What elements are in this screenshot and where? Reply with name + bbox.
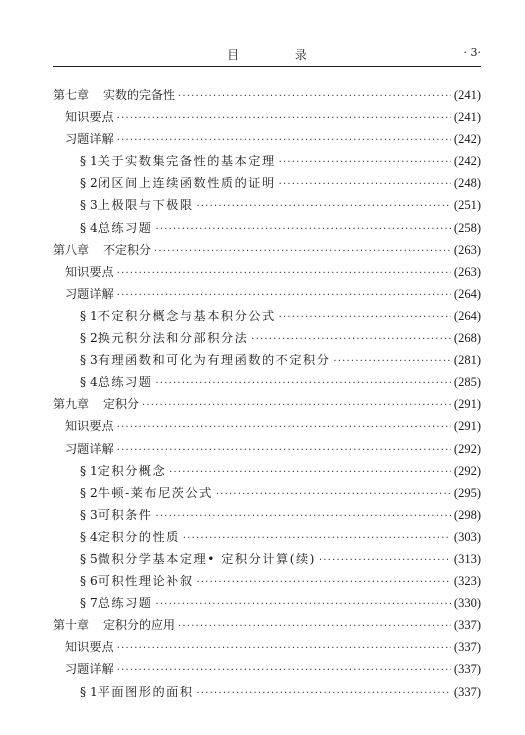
dot-leader <box>117 660 451 682</box>
toc-subsection-entry[interactable] <box>53 194 481 216</box>
toc-subsection-entry[interactable] <box>53 172 481 194</box>
toc-entry-page: (281) <box>453 353 481 368</box>
toc-entry-number: § 1 <box>80 684 98 699</box>
toc-entry-number: 第十章 <box>53 618 90 633</box>
table-of-contents <box>53 84 481 703</box>
toc-entry-number: § 3 <box>80 507 98 522</box>
toc-entry-title: 不定积分 <box>103 242 152 257</box>
dot-leader <box>251 329 451 351</box>
toc-section-entry[interactable] <box>53 283 481 305</box>
toc-entry-number: 第九章 <box>53 397 90 412</box>
dot-leader <box>155 506 450 528</box>
dot-leader <box>197 572 451 594</box>
toc-subsection-entry[interactable] <box>53 482 481 504</box>
toc-subsection-entry[interactable] <box>53 305 481 327</box>
toc-entry-number: § 2 <box>80 176 98 191</box>
toc-entry-title: 闭区间上连续函数性质的证明 <box>97 176 276 191</box>
toc-entry-title: 换元积分法和分部积分法 <box>97 331 249 346</box>
toc-entry-page: (323) <box>453 574 481 589</box>
toc-subsection-entry[interactable] <box>53 681 481 703</box>
toc-entry-page: (251) <box>453 198 481 213</box>
toc-subsection-entry[interactable] <box>53 349 481 371</box>
dot-leader <box>117 108 451 130</box>
toc-chapter-entry[interactable] <box>53 239 481 261</box>
toc-entry-title: 可积性理论补叙 <box>97 574 194 589</box>
toc-entry-number: § 4 <box>80 529 98 544</box>
toc-entry-page: (303) <box>453 529 481 544</box>
dot-leader <box>183 528 451 550</box>
dot-leader <box>178 86 451 108</box>
toc-chapter-entry[interactable] <box>53 614 481 636</box>
toc-entry-page: (330) <box>453 596 481 611</box>
toc-entry-page: (298) <box>453 507 481 522</box>
toc-subsection-entry[interactable] <box>53 217 481 239</box>
toc-subsection-entry[interactable] <box>53 526 481 548</box>
toc-entry-page: (313) <box>453 551 481 566</box>
toc-entry-page: (337) <box>453 618 481 633</box>
dot-leader <box>117 440 451 462</box>
dot-leader <box>117 638 451 660</box>
toc-entry-title: 总练习题 <box>97 220 153 235</box>
toc-entry-title: 知识要点 <box>65 264 114 279</box>
toc-entry-title: 总练习题 <box>97 596 153 611</box>
toc-entry-title: 定积分的应用 <box>103 618 176 633</box>
toc-chapter-entry[interactable] <box>53 393 481 415</box>
toc-entry-page: (291) <box>453 397 481 412</box>
toc-entry-number: 第七章 <box>53 88 90 102</box>
toc-section-entry[interactable] <box>53 261 481 283</box>
toc-section-entry[interactable] <box>53 658 481 680</box>
toc-entry-number: § 4 <box>80 375 98 390</box>
toc-entry-title: 牛顿-莱布尼茨公式 <box>97 485 213 500</box>
toc-entry-page: (263) <box>453 242 481 257</box>
toc-entry-number: § 1 <box>80 463 98 478</box>
toc-entry-title: 知识要点 <box>65 110 114 125</box>
toc-entry-title: 可积条件 <box>97 507 153 522</box>
toc-subsection-entry[interactable] <box>53 570 481 592</box>
toc-entry-number: § 6 <box>80 574 98 589</box>
dot-leader <box>197 196 451 218</box>
toc-entry-title: 定积分概念 <box>97 463 167 478</box>
dot-leader <box>279 307 451 329</box>
toc-entry-page: (337) <box>453 662 481 677</box>
toc-entry-title: 习题详解 <box>65 441 114 456</box>
toc-entry-page: (292) <box>453 441 481 456</box>
toc-entry-title: 微积分学基本定理• 定积分计算(续) <box>97 551 316 566</box>
toc-entry-title: 知识要点 <box>65 640 114 655</box>
toc-entry-page: (291) <box>453 419 481 434</box>
toc-entry-page: (242) <box>453 132 481 147</box>
dot-leader <box>154 241 451 263</box>
toc-entry-title: 总练习题 <box>97 375 153 390</box>
toc-entry-number: § 4 <box>80 220 98 235</box>
toc-entry-number: § 1 <box>80 154 98 169</box>
header-title: 目 录 <box>227 48 333 62</box>
toc-chapter-entry[interactable] <box>53 84 481 106</box>
dot-leader <box>169 462 451 484</box>
toc-entry-page: (264) <box>453 308 481 323</box>
toc-entry-page: (248) <box>453 176 481 191</box>
dot-leader <box>117 130 451 152</box>
toc-subsection-entry[interactable] <box>53 327 481 349</box>
dot-leader <box>155 219 450 241</box>
toc-subsection-entry[interactable] <box>53 371 481 393</box>
dot-leader <box>197 683 451 705</box>
toc-entry-title: 实数的完备性 <box>103 88 176 102</box>
toc-entry-page: (258) <box>453 220 481 235</box>
toc-entry-number: § 2 <box>80 331 98 346</box>
toc-entry-page: (337) <box>453 684 481 699</box>
toc-entry-number: § 2 <box>80 485 98 500</box>
toc-section-entry[interactable] <box>53 415 481 437</box>
toc-entry-number: 第八章 <box>53 242 90 257</box>
toc-entry-title: 习题详解 <box>65 132 114 147</box>
toc-entry-number: § 7 <box>80 596 98 611</box>
dot-leader <box>216 484 451 506</box>
toc-entry-page: (337) <box>453 640 481 655</box>
toc-entry-page: (264) <box>453 286 481 301</box>
toc-entry-title: 定积分的性质 <box>97 529 180 544</box>
toc-entry-title: 习题详解 <box>65 286 114 301</box>
dot-leader <box>155 594 450 616</box>
toc-entry-page: (285) <box>453 375 481 390</box>
toc-entry-title: 平面图形的面积 <box>97 684 194 699</box>
toc-entry-title: 习题详解 <box>65 662 114 677</box>
dot-leader <box>117 263 451 285</box>
dot-leader <box>117 285 451 307</box>
toc-entry-number: § 1 <box>80 308 98 323</box>
toc-entry-title: 上极限与下极限 <box>97 198 194 213</box>
toc-subsection-entry[interactable] <box>53 548 481 570</box>
toc-subsection-entry[interactable] <box>53 504 481 526</box>
header-page-number: · 3· <box>463 46 481 59</box>
dot-leader <box>142 395 451 417</box>
toc-subsection-entry[interactable] <box>53 460 481 482</box>
toc-entry-page: (241) <box>453 110 481 125</box>
toc-section-entry[interactable] <box>53 636 481 658</box>
toc-entry-number: § 3 <box>80 353 98 368</box>
toc-entry-number: § 3 <box>80 198 98 213</box>
toc-section-entry[interactable] <box>53 106 481 128</box>
toc-section-entry[interactable] <box>53 438 481 460</box>
toc-entry-page: (268) <box>453 331 481 346</box>
toc-entry-number: § 5 <box>80 551 98 566</box>
toc-section-entry[interactable] <box>53 128 481 150</box>
dot-leader <box>178 616 451 638</box>
dot-leader <box>117 417 451 439</box>
dot-leader <box>279 174 451 196</box>
toc-entry-page: (263) <box>453 264 481 279</box>
dot-leader <box>155 373 450 395</box>
toc-entry-page: (292) <box>453 463 481 478</box>
toc-entry-title: 有理函数和可化为有理函数的不定积分 <box>97 353 331 368</box>
toc-entry-title: 关于实数集完备性的基本定理 <box>97 154 276 169</box>
toc-subsection-entry[interactable] <box>53 150 481 172</box>
dot-leader <box>333 351 451 373</box>
toc-subsection-entry[interactable] <box>53 592 481 614</box>
dot-leader <box>279 152 451 174</box>
toc-entry-page: (241) <box>453 88 481 102</box>
toc-entry-page: (242) <box>453 154 481 169</box>
toc-entry-title: 知识要点 <box>65 419 114 434</box>
toc-entry-title: 不定积分概念与基本积分公式 <box>97 308 276 323</box>
page-header <box>53 44 481 67</box>
toc-entry-page: (295) <box>453 485 481 500</box>
dot-leader <box>319 550 451 572</box>
toc-entry-title: 定积分 <box>103 397 140 412</box>
